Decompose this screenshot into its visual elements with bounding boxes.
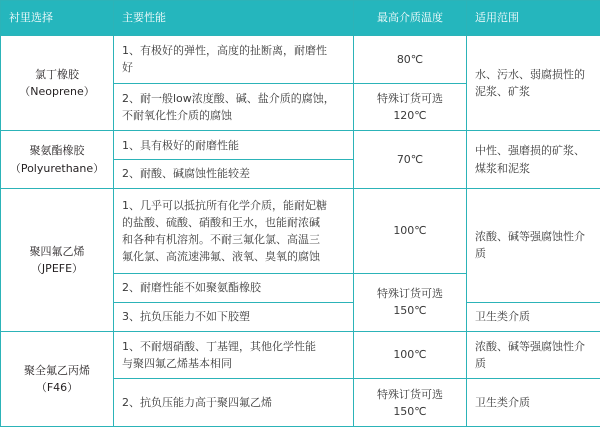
performance-cell [114,188,354,273]
temperature-line: 特殊订货可选 [377,387,443,401]
scope-cell [467,131,600,189]
performance-cell [114,160,354,189]
material-name: 聚氨酯橡胶 [29,144,85,158]
scope-line: 卫生类介质 [475,310,530,324]
performance-line: 1、不耐烟硝酸、丁基锂，其他化学性能 [122,339,316,353]
material-cell-polyurethane [1,131,114,189]
column-header-performance: 主要性能 [114,1,354,36]
temperature-cell [354,274,467,332]
performance-line: 1、有极好的弹性，高度的扯断离，耐磨性 [122,44,327,58]
scope-cell [467,36,600,131]
performance-line: 2、耐一般low浓度酸、碱、盐介质的腐蚀， [122,91,335,105]
column-header-max-temperature: 最高介质温度 [354,1,467,36]
performance-cell [114,379,354,427]
scope-cell [467,188,600,302]
table-body [1,36,600,427]
material-alt-name: （F46） [35,380,79,394]
temperature-cell [354,188,467,273]
material-cell-fep [1,331,114,426]
performance-line: 2、耐磨性能不如聚氨酯橡胶 [122,281,261,295]
performance-line: 和各种有机溶剂。不耐三氟化氯、高温三 [122,232,320,246]
scope-cell [467,331,600,379]
scope-line: 质 [475,357,486,370]
scope-line: 质 [475,247,486,261]
material-alt-name: （Neoprene） [19,85,95,99]
material-name: 聚四氟乙烯 [29,244,85,258]
performance-line: 2、耐酸、碱腐蚀性能较差 [122,167,250,181]
scope-line: 中性、强磨损的矿浆、 [475,144,585,158]
performance-cell [114,302,354,331]
material-cell-neoprene [1,36,114,131]
scope-line: 水、污水、弱腐损性的 [475,68,585,82]
scope-line: 泥浆、矿浆 [475,85,530,99]
performance-line: 2、抗负压能力高于聚四氟乙烯 [122,396,272,410]
performance-line: 与聚四氟乙烯基本相同 [122,357,232,370]
performance-line: 不耐氧化性介质的腐蚀 [122,108,232,122]
performance-cell [114,83,354,131]
temperature-cell [354,379,467,427]
scope-cell [467,302,600,331]
performance-line: 1、几乎可以抵抗所有化学介质，能耐妃糖 [122,198,327,212]
scope-line: 浓酸、碱等强腐蚀性介 [475,230,585,244]
temperature-line: 150℃ [393,304,427,318]
performance-line: 1、具有极好的耐磨性能 [122,138,239,152]
material-alt-name: （JPEFE） [30,261,84,275]
column-header-lining: 衬里选择 [1,1,114,36]
table-row [1,131,600,160]
performance-cell [114,131,354,160]
material-name: 氯丁橡胶 [35,68,79,82]
performance-cell [114,36,354,84]
temperature-line: 100℃ [393,348,427,362]
table-header [1,1,600,36]
temperature-line: 120℃ [393,108,427,122]
performance-line: 氟化氯、高流速沸氟、液氧、臭氧的腐蚀 [122,250,320,264]
performance-line: 好 [122,61,133,75]
temperature-cell [354,83,467,131]
column-header-scope: 适用范围 [467,1,600,36]
performance-cell [114,274,354,303]
performance-line: 3、抗负压能力不如下胶塑 [122,310,250,324]
temperature-line: 70℃ [396,153,424,166]
temperature-line: 80℃ [396,52,424,66]
temperature-cell [354,131,467,189]
temperature-line: 100℃ [393,224,427,238]
temperature-cell [354,36,467,84]
table-row [1,188,600,273]
table-row [1,36,600,84]
scope-line: 卫生类介质 [475,396,530,410]
temperature-line: 150℃ [393,404,427,418]
temperature-cell [354,331,467,379]
material-alt-name: （Polyurethane） [9,161,105,175]
temperature-line: 特殊订货可选 [377,287,443,301]
performance-cell [114,331,354,379]
temperature-line: 特殊订货可选 [377,91,443,105]
scope-cell [467,379,600,427]
scope-line: 煤浆和泥浆 [475,161,530,175]
table-row [1,331,600,379]
table-header-row [1,1,600,36]
material-cell-ptfe [1,188,114,331]
scope-line: 浓酸、碱等强腐蚀性介 [475,339,585,353]
material-name: 聚全氟乙丙烯 [24,363,90,377]
performance-line: 的盐酸、硫酸、硝酸和王水，也能耐浓碱 [122,215,320,229]
